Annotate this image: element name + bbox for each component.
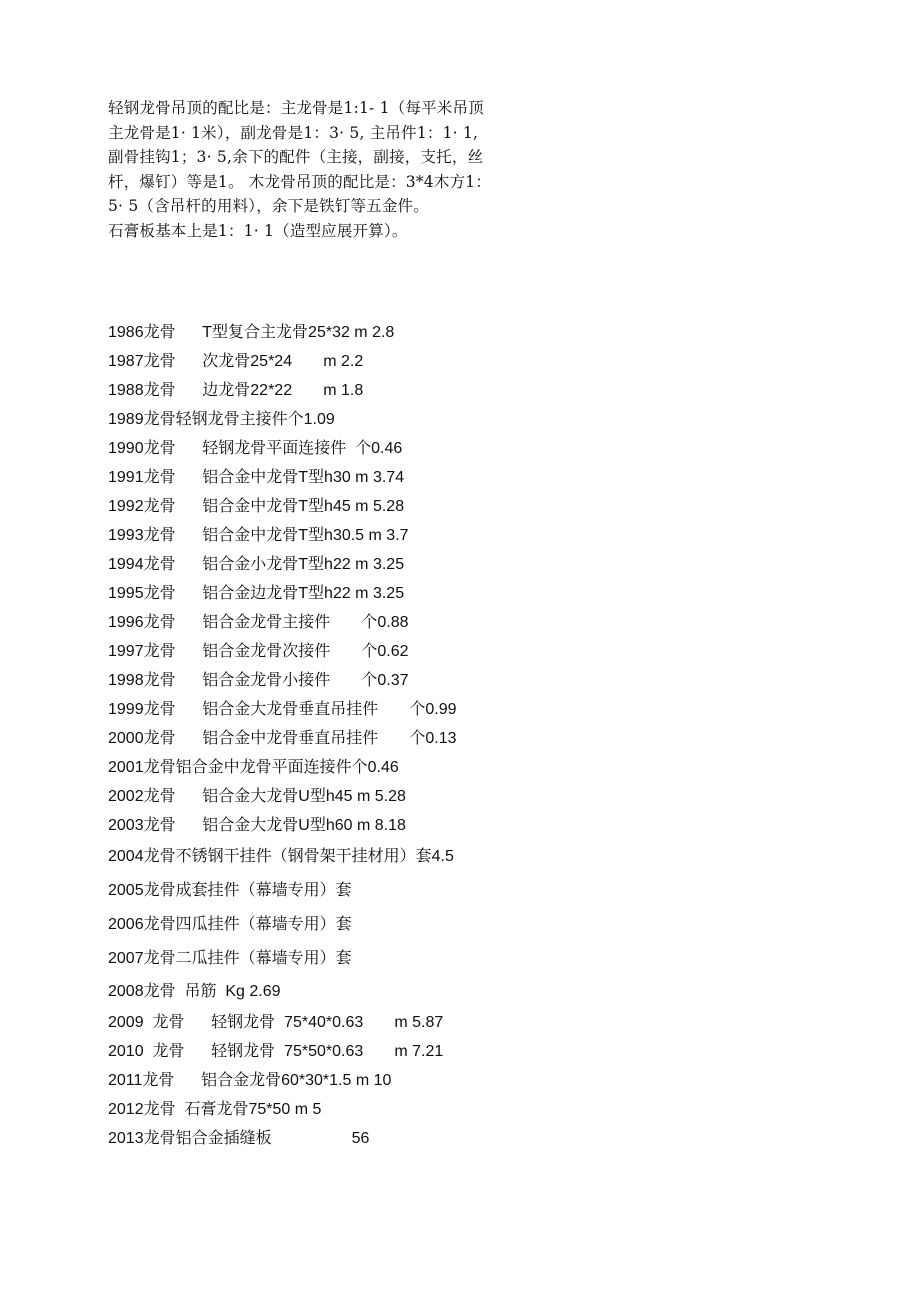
list-item: 2012龙骨 石膏龙骨75*50 m 5 — [108, 1101, 322, 1118]
intro-line: 轻钢龙骨吊顶的配比是：主龙骨是1:1- 1（每平米吊顶 — [108, 99, 484, 117]
list-item: 1995龙骨 铝合金边龙骨T型h22 m 3.25 — [108, 585, 405, 602]
list-item: 2001龙骨铝合金中龙骨平面连接件个0.46 — [108, 759, 399, 776]
list-item: 2002龙骨 铝合金大龙骨U型h45 m 5.28 — [108, 788, 406, 805]
list-item: 2008龙骨 吊筋 Kg 2.69 — [108, 983, 281, 1000]
list-item: 1996龙骨 铝合金龙骨主接件 个0.88 — [108, 614, 409, 631]
list-item: 2011龙骨 铝合金龙骨60*30*1.5 m 10 — [108, 1072, 392, 1089]
intro-line: 5· 5（含吊杆的用料），余下是铁钉等五金件。 — [108, 197, 429, 215]
intro-paragraph — [108, 96, 558, 243]
list-item: 1998龙骨 铝合金龙骨小接件 个0.37 — [108, 672, 409, 689]
list-item: 2013龙骨铝合金插缝板 56 — [108, 1130, 370, 1147]
list-item: 1990龙骨 轻钢龙骨平面连接件 个0.46 — [108, 440, 403, 457]
intro-line: 主龙骨是1· 1米），副龙骨是1：3· 5, 主吊件1：1· 1, — [108, 123, 479, 142]
intro-line: 石膏板基本上是1：1· 1（造型应展开算）。 — [108, 221, 408, 240]
list-item: 2009 龙骨 轻钢龙骨 75*40*0.63 m 5.87 — [108, 1014, 444, 1031]
keel-price-list — [108, 318, 808, 1153]
list-item: 1994龙骨 铝合金小龙骨T型h22 m 3.25 — [108, 556, 405, 573]
list-item: 2007龙骨二瓜挂件（幕墙专用）套 — [108, 950, 352, 967]
list-item: 1988龙骨 边龙骨22*22 m 1.8 — [108, 382, 364, 399]
list-item: 2003龙骨 铝合金大龙骨U型h60 m 8.18 — [108, 817, 406, 834]
list-item: 2006龙骨四瓜挂件（幕墙专用）套 — [108, 916, 352, 933]
list-item: 1999龙骨 铝合金大龙骨垂直吊挂件 个0.99 — [108, 701, 457, 718]
list-item: 2005龙骨成套挂件（幕墙专用）套 — [108, 882, 352, 899]
list-item: 1989龙骨轻钢龙骨主接件个1.09 — [108, 411, 335, 428]
list-item: 2004龙骨不锈钢干挂件（钢骨架干挂材用）套4.5 — [108, 848, 454, 865]
list-item: 1992龙骨 铝合金中龙骨T型h45 m 5.28 — [108, 498, 405, 515]
list-item: 1986龙骨 T型复合主龙骨25*32 m 2.8 — [108, 324, 395, 341]
intro-line: 副骨挂钩1；3· 5,余下的配件（主接，副接，支托，丝 — [108, 148, 484, 166]
list-item: 1993龙骨 铝合金中龙骨T型h30.5 m 3.7 — [108, 527, 409, 544]
list-item: 1987龙骨 次龙骨25*24 m 2.2 — [108, 353, 364, 370]
list-item: 1997龙骨 铝合金龙骨次接件 个0.62 — [108, 643, 409, 660]
list-item: 2010 龙骨 轻钢龙骨 75*50*0.63 m 7.21 — [108, 1043, 444, 1060]
list-item: 1991龙骨 铝合金中龙骨T型h30 m 3.74 — [108, 469, 405, 486]
intro-line: 杆，爆钉）等是1。 木龙骨吊顶的配比是：3*4木方1： — [108, 172, 492, 191]
list-item: 2000龙骨 铝合金中龙骨垂直吊挂件 个0.13 — [108, 730, 457, 747]
